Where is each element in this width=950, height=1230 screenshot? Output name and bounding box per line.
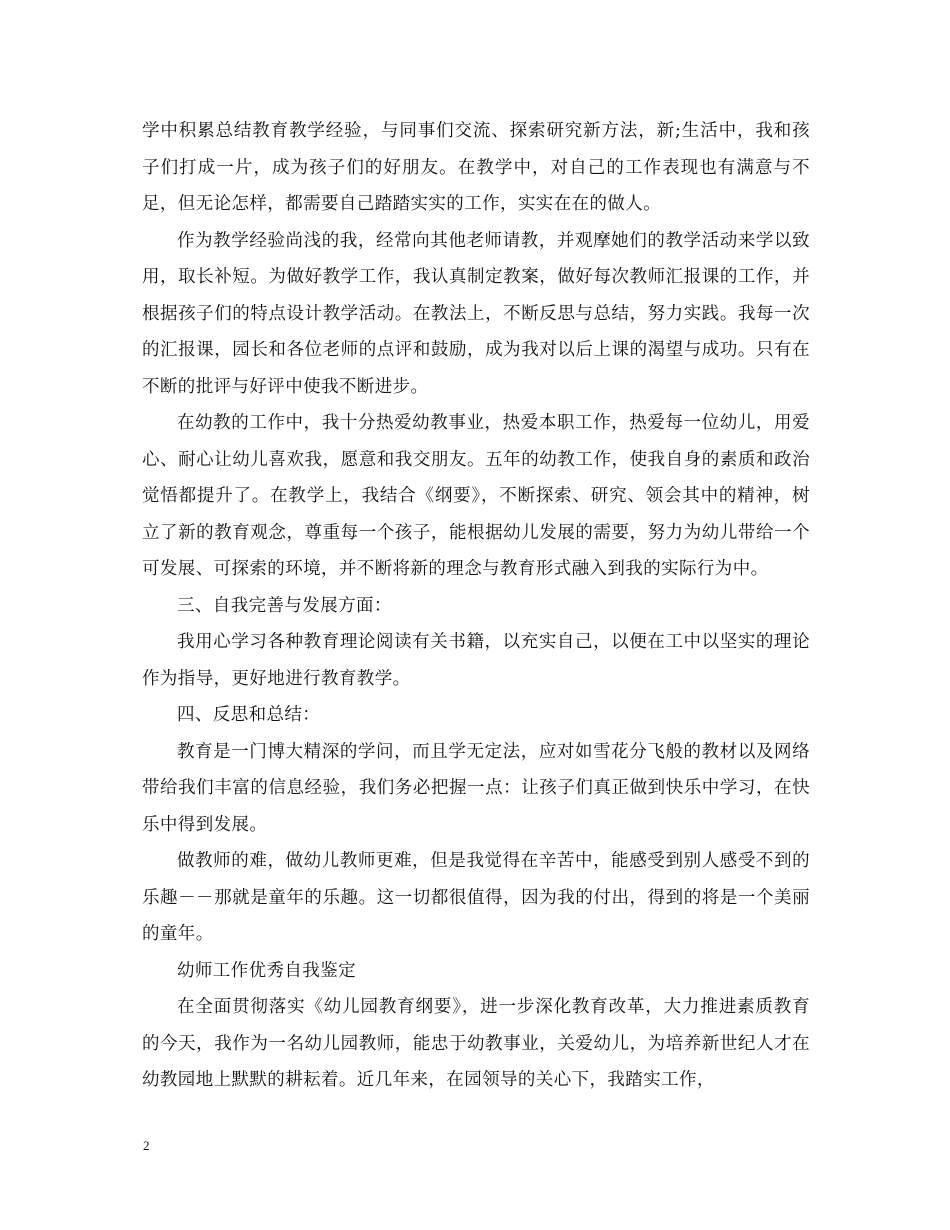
document-subtitle: 幼师工作优秀自我鉴定 xyxy=(177,960,356,981)
paragraph-education-is-profound: 教育是一门博大精深的学问，而且学无定法，应对如雪花分飞般的教材以及网络带给我们丰富的信息经验，我们务必把握一点：让孩子们真正做到快乐中学习，在快乐中得到发展。 xyxy=(142,741,810,835)
paragraph-study-theory: 我用心学习各种教育理论阅读有关书籍，以充实自己，以便在工中以坚实的理论作为指导，更好地进行教育教学。 xyxy=(142,632,810,689)
paragraph-continued-teaching-experience: 学中积累总结教育教学经验，与同事们交流、探索研究新方法，新;生活中，我和孩子们打成一片，成为孩子们的好朋友。在教学中，对自己的工作表现也有满意与不足，但无论怎样，都需要自己踏踏实实的工作，实实在在的做人。 xyxy=(142,121,810,214)
paragraph-teacher-difficulty-and-joy: 做教师的难，做幼儿教师更难，但是我觉得在辛苦中，能感受到别人感受不到的乐趣－－那就是童年的乐趣。这一切都很值得，因为我的付出，得到的将是一个美丽的童年。 xyxy=(142,851,810,944)
paragraph-learning-from-colleagues: 作为教学经验尚浅的我，经常向其他老师请教，并观摩她们的教学活动来学以致用，取长补短。为做好教学工作，我认真制定教案，做好每次教师汇报课的工作，并根据孩子们的特点设计教学活动。在教法上，不断反思与总结，努力实践。我每一次的汇报课，园长和各位老师的点评和鼓励，成为我对以后上课的渴望与成功。只有在不断的批评与好评中使我不断进步。 xyxy=(142,230,810,397)
document-body xyxy=(142,113,810,1099)
paragraph-implementing-guidelines: 在全面贯彻落实《幼儿园教育纲要》，进一步深化教育改革，大力推进素质教育的今天，我作为一名幼儿园教师，能忠于幼教事业，关爱幼儿，为培养新世纪人才在幼教园地上默默的耕耘着。近几年来，在园领导的关心下，我踏实工作， xyxy=(142,997,810,1090)
section-heading-self-improvement: 三、自我完善与发展方面： xyxy=(177,595,392,616)
section-heading-reflection: 四、反思和总结： xyxy=(177,705,321,725)
page-number: 2 xyxy=(143,1138,150,1153)
paragraph-love-for-preschool-education: 在幼教的工作中，我十分热爱幼教事业，热爱本职工作，热爱每一位幼儿，用爱心、耐心让幼儿喜欢我，愿意和我交朋友。五年的幼教工作，使我自身的素质和政治觉悟都提升了。在教学上，我结合《纲要》，不断探索、研究、领会其中的精神，树立了新的教育观念，尊重每一个孩子，能根据幼儿发展的需要，努力为幼儿带给一个可发展、可探索的环境，并不断将新的理念与教育形式融入到我的实际行为中。 xyxy=(142,413,810,579)
